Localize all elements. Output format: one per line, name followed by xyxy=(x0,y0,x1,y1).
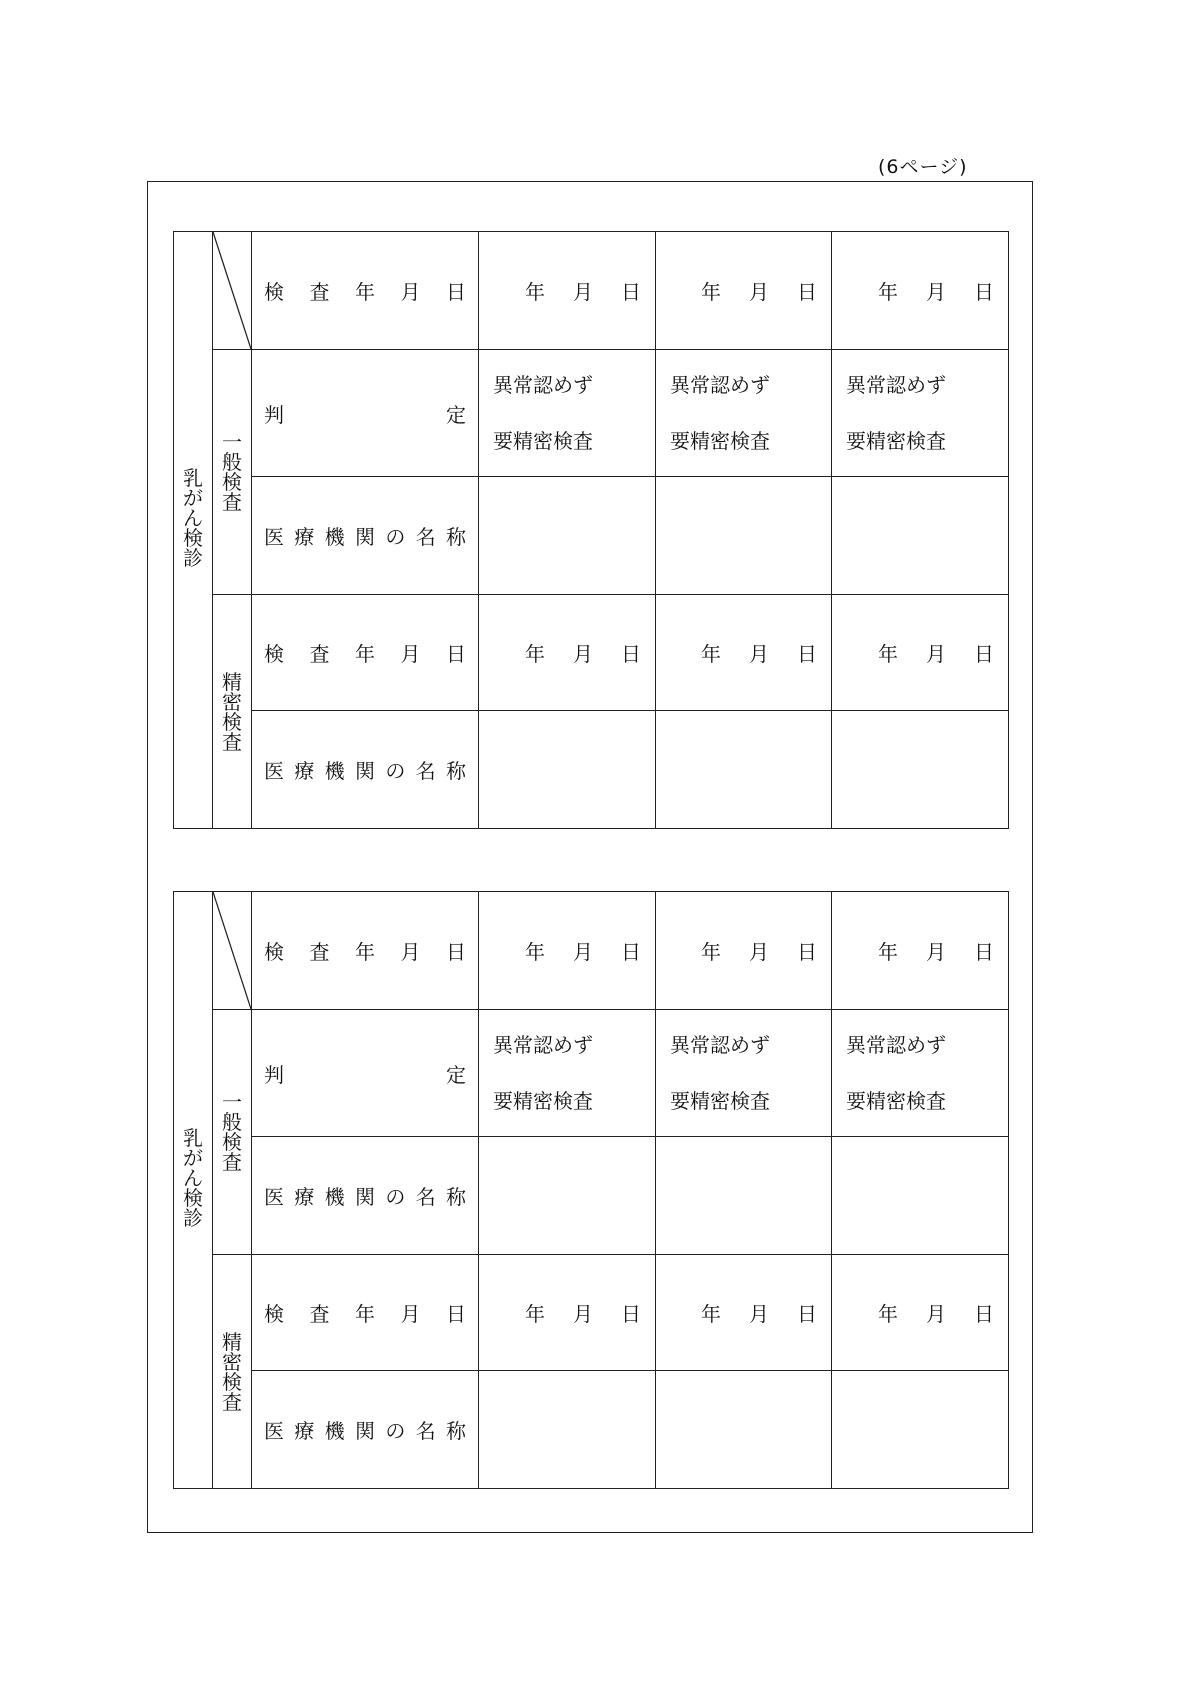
row-label-char: 療 xyxy=(294,1419,315,1443)
institution-cell[interactable] xyxy=(656,1371,832,1489)
judgement-option[interactable]: 要精密検査 xyxy=(670,1089,770,1113)
date-unit: 年 xyxy=(878,280,898,304)
row-label-char: 査 xyxy=(309,642,330,666)
row-label-char: 月 xyxy=(400,940,421,964)
judgement-cell[interactable] xyxy=(832,1010,1009,1137)
date-unit: 日 xyxy=(974,280,994,304)
date-unit: 月 xyxy=(573,642,593,666)
row-label-char: 称 xyxy=(445,525,466,549)
judgement-cell[interactable] xyxy=(832,350,1009,477)
side-label-char: 診 xyxy=(183,1205,203,1230)
row-label-char: 査 xyxy=(309,1302,330,1326)
date-unit: 日 xyxy=(797,642,817,666)
date-unit: 月 xyxy=(573,1302,593,1326)
judgement-option[interactable]: 要精密検査 xyxy=(670,429,770,453)
general-exam-label-cell xyxy=(213,350,252,595)
date-unit: 月 xyxy=(573,280,593,304)
general-exam-char: 検 xyxy=(222,1130,242,1154)
exam-date-cell[interactable] xyxy=(832,595,1009,711)
judgement-option[interactable]: 要精密検査 xyxy=(493,1089,593,1113)
exam-date-cell[interactable] xyxy=(832,892,1009,1010)
judgement-option[interactable]: 異常認めず xyxy=(846,1033,946,1057)
row-label-char: 判 xyxy=(264,402,284,427)
row-label-char: 日 xyxy=(446,1302,466,1326)
row-label-char: 医 xyxy=(264,525,284,549)
date-unit: 年 xyxy=(525,940,545,964)
side-label-char: が xyxy=(183,1145,203,1170)
diagonal-corner xyxy=(213,232,252,350)
institution-cell[interactable] xyxy=(479,711,656,829)
row-label-char: 検 xyxy=(264,1302,284,1326)
row-label-char: 月 xyxy=(400,642,421,666)
row-label-char: 定 xyxy=(446,1062,466,1087)
general-exam-label-cell xyxy=(213,1010,252,1255)
judgement-cell[interactable] xyxy=(479,350,656,477)
detailed-exam-char: 検 xyxy=(222,1369,242,1394)
row-label-char: 年 xyxy=(355,1302,375,1326)
detailed-exam-char: 査 xyxy=(222,1389,242,1414)
date-unit: 月 xyxy=(749,1302,769,1326)
institution-cell[interactable] xyxy=(479,1137,656,1255)
date-unit: 月 xyxy=(926,280,946,304)
row-label-char: 年 xyxy=(355,642,375,666)
side-label-char: ん xyxy=(183,505,203,530)
row-label-char: 日 xyxy=(446,280,466,304)
detailed-exam-label-cell xyxy=(213,1255,252,1489)
row-label-char: 年 xyxy=(355,280,375,304)
general-exam-char: 般 xyxy=(222,450,242,474)
institution-cell[interactable] xyxy=(479,1371,656,1489)
row-label-char: 機 xyxy=(324,525,345,549)
exam-date-label xyxy=(252,892,479,1010)
side-label-char: 乳 xyxy=(183,465,203,490)
row-label-char: 日 xyxy=(446,642,466,666)
row-label-char: 関 xyxy=(354,1185,375,1209)
general-exam-char: 査 xyxy=(222,490,242,514)
row-label-char: 査 xyxy=(309,940,330,964)
exam-date-cell[interactable] xyxy=(832,1255,1009,1371)
date-unit: 日 xyxy=(974,642,994,666)
row-label-char: 関 xyxy=(354,1419,375,1443)
date-unit: 日 xyxy=(974,940,994,964)
breast-cancer-record-table xyxy=(173,891,1009,1489)
exam-date-cell[interactable] xyxy=(656,232,832,350)
row-label-char: 月 xyxy=(400,280,421,304)
institution-cell[interactable] xyxy=(832,711,1009,829)
side-label-char: が xyxy=(183,485,203,510)
date-unit: 日 xyxy=(974,1302,994,1326)
side-label xyxy=(174,398,212,663)
judgement-cell[interactable] xyxy=(656,1010,832,1137)
exam-date-cell[interactable] xyxy=(479,232,656,350)
detailed-exam-label xyxy=(213,666,251,758)
date-unit: 年 xyxy=(701,642,721,666)
row-label-char: 名 xyxy=(415,759,436,783)
exam-date-cell[interactable] xyxy=(832,232,1009,350)
date-unit: 日 xyxy=(797,1302,817,1326)
date-unit: 月 xyxy=(573,940,593,964)
exam-date-cell[interactable] xyxy=(479,595,656,711)
date-unit: 月 xyxy=(926,1302,946,1326)
row-label-char: の xyxy=(385,759,406,783)
row-label-char: 月 xyxy=(400,1302,421,1326)
general-exam-char: 般 xyxy=(222,1110,242,1134)
row-label-char: の xyxy=(385,1185,406,1209)
exam-date-cell[interactable] xyxy=(656,595,832,711)
side-label-cell xyxy=(174,232,213,829)
date-unit: 月 xyxy=(926,642,946,666)
page-number: (6ページ) xyxy=(878,156,968,178)
judgement-option[interactable]: 異常認めず xyxy=(493,1033,593,1057)
institution-cell[interactable] xyxy=(832,1371,1009,1489)
row-label-char: 医 xyxy=(264,759,284,783)
general-exam-char: 一 xyxy=(222,1090,242,1114)
judgement-cell[interactable] xyxy=(479,1010,656,1137)
date-unit: 年 xyxy=(878,642,898,666)
detailed-exam-char: 精 xyxy=(222,669,242,694)
judgement-option[interactable]: 要精密検査 xyxy=(493,429,593,453)
row-label-char: 医 xyxy=(264,1419,284,1443)
side-label-char: 検 xyxy=(183,525,203,550)
row-label-char: 名 xyxy=(415,525,436,549)
date-unit: 日 xyxy=(621,642,641,666)
side-label-char: 検 xyxy=(183,1185,203,1210)
judgement-label xyxy=(252,1010,479,1137)
row-label-char: 機 xyxy=(324,1419,345,1443)
detailed-exam-char: 密 xyxy=(222,689,242,714)
row-label-char: 機 xyxy=(324,1185,345,1209)
date-unit: 日 xyxy=(797,280,817,304)
row-label-char: 機 xyxy=(324,759,345,783)
detailed-exam-label xyxy=(213,1326,251,1418)
general-exam-char: 一 xyxy=(222,430,242,454)
row-label-char: 称 xyxy=(445,1185,466,1209)
date-unit: 年 xyxy=(701,940,721,964)
row-label-char: 日 xyxy=(446,940,466,964)
date-unit: 年 xyxy=(525,280,545,304)
judgement-option[interactable]: 異常認めず xyxy=(670,373,770,397)
side-label-char: 乳 xyxy=(183,1125,203,1150)
judgement-option[interactable]: 異常認めず xyxy=(670,1033,770,1057)
exam-date-label xyxy=(252,595,479,711)
institution-cell[interactable] xyxy=(656,1137,832,1255)
row-label-char: 称 xyxy=(445,1419,466,1443)
date-unit: 年 xyxy=(878,940,898,964)
side-label-cell xyxy=(174,892,213,1489)
breast-cancer-record-table xyxy=(173,231,1009,829)
exam-date-label xyxy=(252,1255,479,1371)
date-unit: 年 xyxy=(701,1302,721,1326)
row-label-char: の xyxy=(385,525,406,549)
row-label-char: の xyxy=(385,1419,406,1443)
row-label-char: 定 xyxy=(446,402,466,427)
institution-cell[interactable] xyxy=(832,1137,1009,1255)
row-label-char: 療 xyxy=(294,525,315,549)
date-unit: 年 xyxy=(701,280,721,304)
judgement-cell[interactable] xyxy=(656,350,832,477)
row-label-char: 判 xyxy=(264,1062,284,1087)
detailed-exam-char: 検 xyxy=(222,709,242,734)
date-unit: 年 xyxy=(525,642,545,666)
institution-cell[interactable] xyxy=(832,477,1009,595)
detailed-exam-char: 密 xyxy=(222,1349,242,1374)
date-unit: 月 xyxy=(926,940,946,964)
judgement-option[interactable]: 要精密検査 xyxy=(846,1089,946,1113)
exam-date-cell[interactable] xyxy=(479,1255,656,1371)
general-exam-char: 査 xyxy=(222,1150,242,1174)
institution-label xyxy=(252,1371,479,1489)
row-label-char: 医 xyxy=(264,1185,284,1209)
row-label-char: 称 xyxy=(445,759,466,783)
row-label-char: 療 xyxy=(294,759,315,783)
date-unit: 月 xyxy=(749,940,769,964)
institution-label xyxy=(252,477,479,595)
judgement-option[interactable]: 要精密検査 xyxy=(846,429,946,453)
row-label-char: 年 xyxy=(355,940,375,964)
institution-cell[interactable] xyxy=(479,477,656,595)
side-label-char: ん xyxy=(183,1165,203,1190)
institution-label xyxy=(252,1137,479,1255)
date-unit: 年 xyxy=(525,1302,545,1326)
date-unit: 日 xyxy=(621,1302,641,1326)
institution-cell[interactable] xyxy=(656,711,832,829)
row-label-char: 療 xyxy=(294,1185,315,1209)
row-label-char: 関 xyxy=(354,525,375,549)
date-unit: 年 xyxy=(878,1302,898,1326)
general-exam-label xyxy=(213,1086,251,1178)
general-exam-label xyxy=(213,426,251,518)
date-unit: 月 xyxy=(749,280,769,304)
exam-date-cell[interactable] xyxy=(656,892,832,1010)
side-label-char: 診 xyxy=(183,545,203,570)
detailed-exam-label-cell xyxy=(213,595,252,829)
row-label-char: 検 xyxy=(264,642,284,666)
general-exam-char: 検 xyxy=(222,470,242,494)
institution-cell[interactable] xyxy=(656,477,832,595)
exam-date-cell[interactable] xyxy=(479,892,656,1010)
date-unit: 日 xyxy=(621,280,641,304)
row-label-char: 検 xyxy=(264,940,284,964)
diagonal-corner xyxy=(213,892,252,1010)
detailed-exam-char: 査 xyxy=(222,729,242,754)
date-unit: 月 xyxy=(749,642,769,666)
detailed-exam-char: 精 xyxy=(222,1329,242,1354)
judgement-label xyxy=(252,350,479,477)
exam-date-cell[interactable] xyxy=(656,1255,832,1371)
exam-date-label xyxy=(252,232,479,350)
institution-label xyxy=(252,711,479,829)
date-unit: 日 xyxy=(797,940,817,964)
row-label-char: 名 xyxy=(415,1185,436,1209)
row-label-char: 関 xyxy=(354,759,375,783)
judgement-option[interactable]: 異常認めず xyxy=(493,373,593,397)
side-label xyxy=(174,1058,212,1323)
row-label-char: 査 xyxy=(309,280,330,304)
row-label-char: 検 xyxy=(264,280,284,304)
date-unit: 日 xyxy=(621,940,641,964)
judgement-option[interactable]: 異常認めず xyxy=(846,373,946,397)
row-label-char: 名 xyxy=(415,1419,436,1443)
